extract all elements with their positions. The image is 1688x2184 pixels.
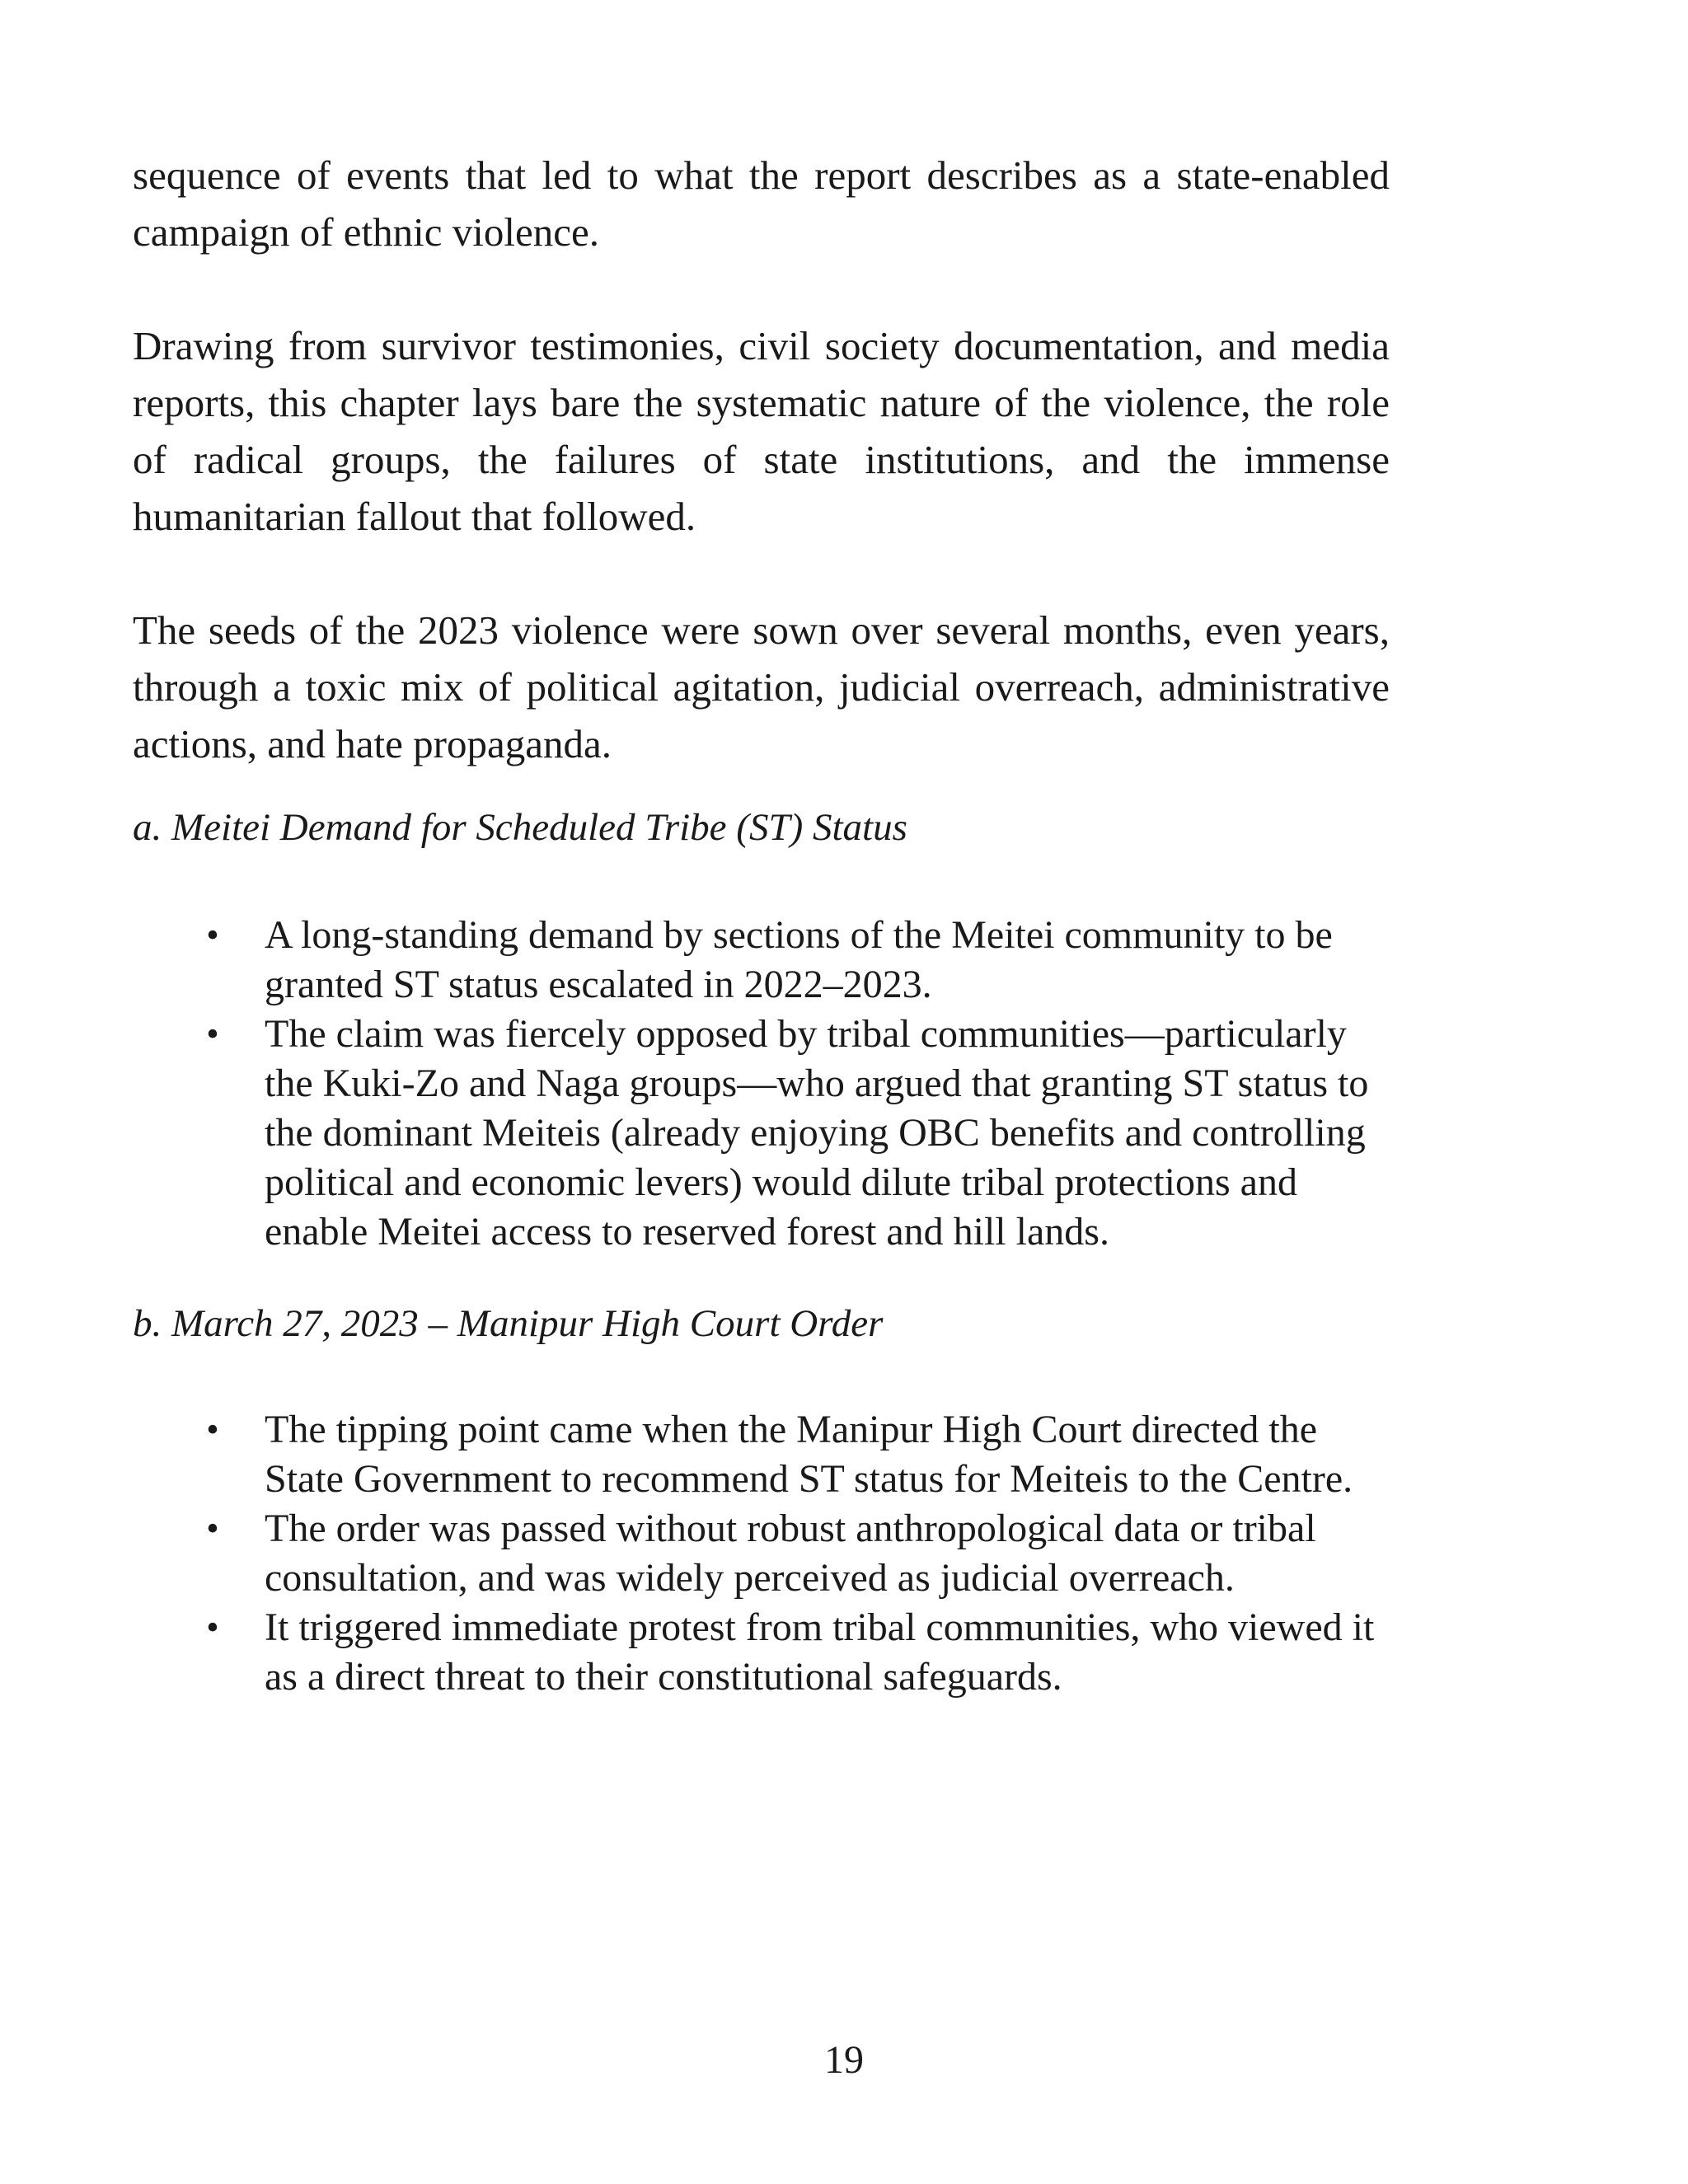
list-item [133, 911, 1390, 1010]
paragraph-intro: sequence of events that led to what the report describes as a state-enabled campaign of ethnic violence. [133, 152, 1390, 255]
page-number: 19 [824, 2038, 864, 2082]
bullet-icon: • [206, 1014, 219, 1054]
paragraph-sources: Drawing from survivor testimonies, civil society documentation, and media reports, this chapter lays bare the systematic nature of the violence, the role of radical groups, the failures of state institutions, and the immense humanitarian fallout that followed. [133, 323, 1390, 539]
bullet-text: The claim was fiercely opposed by tribal communities—particularly the Kuki-Zo and Naga groups—who argued that granting ST status to the dominant Meiteis (already enjoying OBC benefits and controlling political and economic levers) would dilute tribal protections and enable Meitei access to reserved forest and hill lands. [265, 1012, 1369, 1254]
bullet-text: The tipping point came when the Manipur High Court directed the State Government to recommend ST status for Meiteis to the Centre. [265, 1408, 1353, 1501]
list-item [133, 1603, 1390, 1702]
bullet-list-b [133, 1405, 1390, 1702]
list-item [133, 1010, 1390, 1257]
bullet-icon: • [206, 1508, 219, 1549]
paragraph-seeds: The seeds of the 2023 violence were sown over several months, even years, through a toxic mix of political agitation, judicial overreach, administrative actions, and hate propaganda. [133, 607, 1390, 766]
bullet-icon: • [206, 1607, 219, 1647]
list-item [133, 1405, 1390, 1504]
bullet-text: A long-standing demand by sections of the Meitei community to be granted ST status escalated in 2022–2023. [265, 913, 1333, 1006]
list-item [133, 1504, 1390, 1603]
bullet-text: It triggered immediate protest from tribal communities, who viewed it as a direct threat to their constitutional safeguards. [265, 1605, 1375, 1699]
bullet-text: The order was passed without robust anthropological data or tribal consultation, and was widely perceived as judicial overreach. [265, 1507, 1316, 1600]
bullet-icon: • [206, 915, 219, 955]
bullet-list-a [133, 911, 1390, 1257]
document-page [133, 147, 1390, 1702]
section-heading-a: a. Meitei Demand for Scheduled Tribe (ST) Status [133, 806, 907, 849]
bullet-icon: • [206, 1409, 219, 1450]
section-heading-b: b. March 27, 2023 – Manipur High Court Order [133, 1302, 884, 1345]
